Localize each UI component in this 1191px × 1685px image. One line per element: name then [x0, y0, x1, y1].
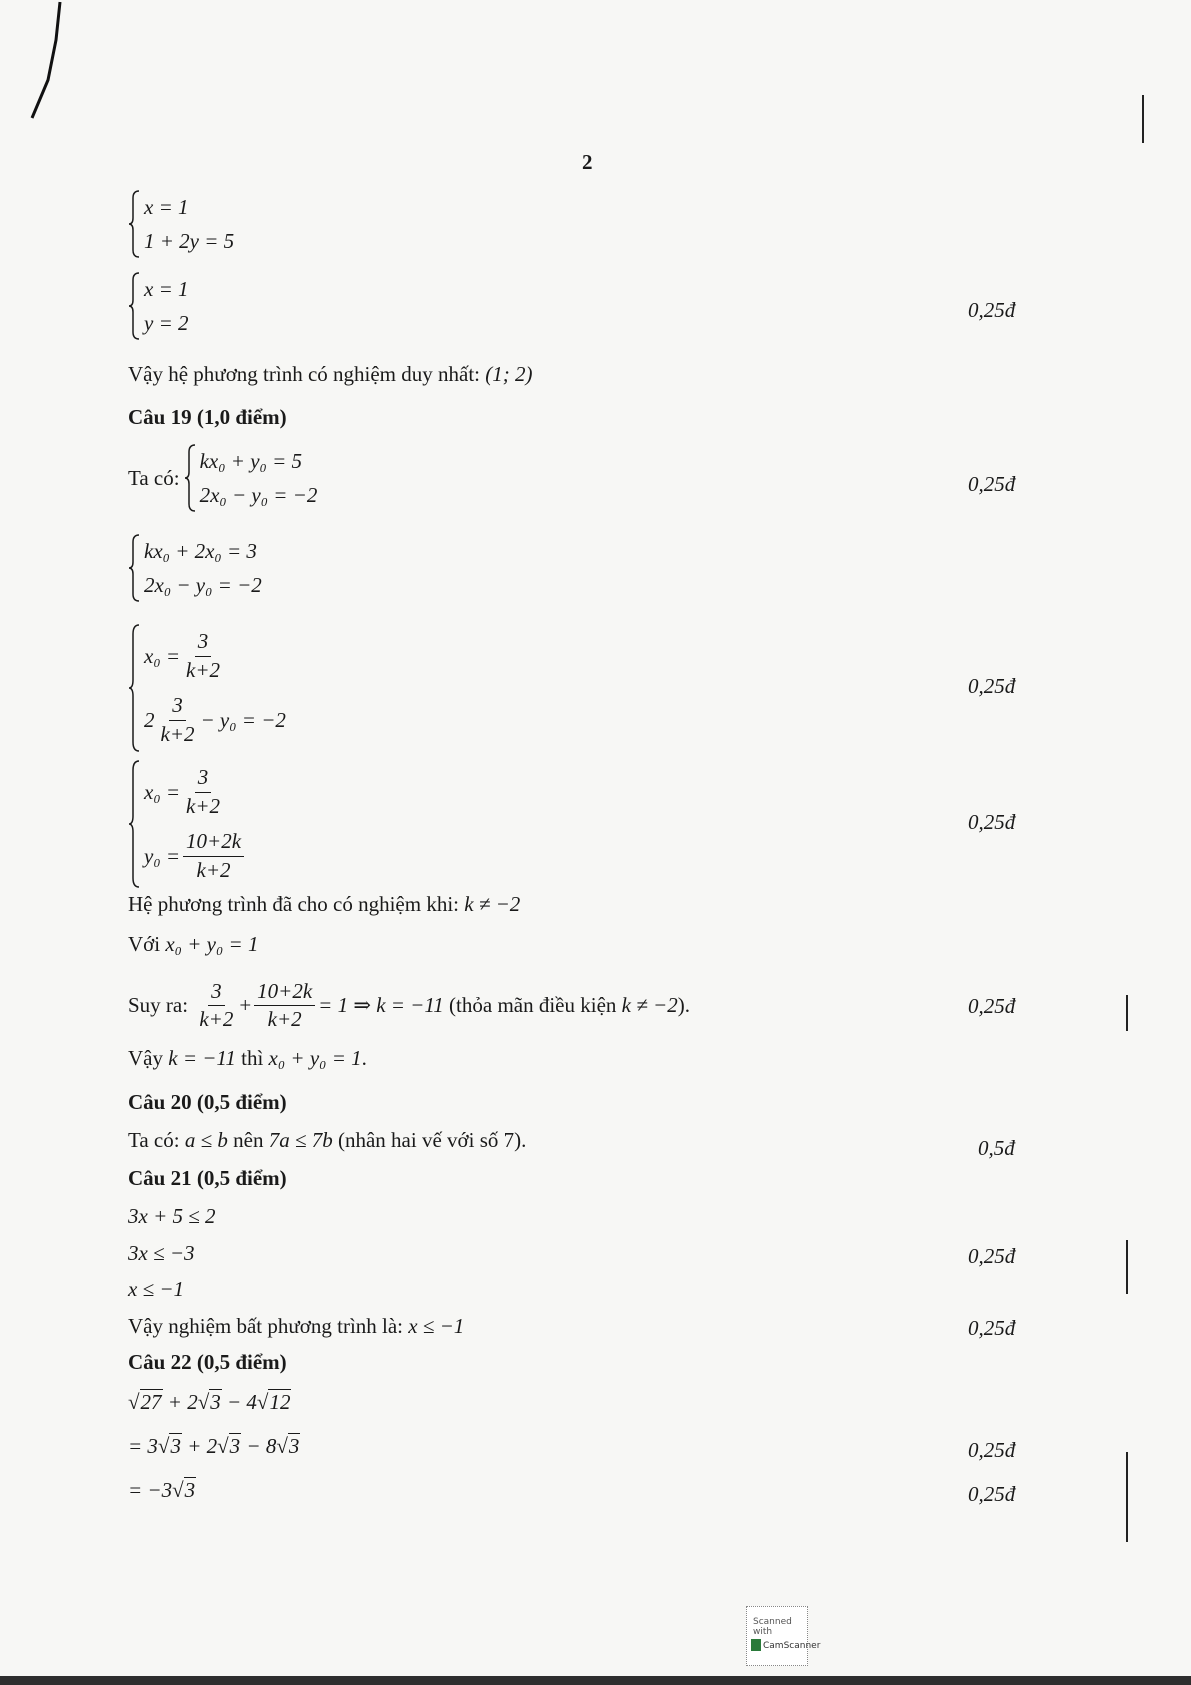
fraction: $\frac{3}{k+2}$	[186, 629, 221, 682]
equation-row: 2 $\frac{3}{k+2}$ − y₀ = −2	[144, 693, 286, 746]
equation-row: kx₀ + y₀ = 5	[199, 448, 302, 473]
scan-edge-line	[1126, 995, 1128, 1031]
equation-row: x₀ = $\frac{3}{k+2}$	[144, 624, 286, 688]
scan-edge-line	[1142, 95, 1144, 143]
q20-line: Ta có: a ≤ b nên 7a ≤ 7b (nhân hai vế với số 7).	[128, 1128, 527, 1152]
ta-co-label: Ta có:	[128, 465, 180, 490]
brace-icon	[184, 444, 196, 512]
with-line: Với x₀ + y₀ = 1	[128, 932, 259, 956]
equation-row: 2x₀ − y₀ = −2	[144, 572, 262, 597]
equation-row: kx₀ + 2x₀ = 3	[144, 538, 257, 563]
score-label: 0,25đ	[968, 472, 1016, 496]
equation-row: x₀ = $\frac{3}{k+2}$	[144, 760, 247, 824]
score-label: 0,5đ	[978, 1136, 1015, 1160]
page-number: 2	[582, 150, 593, 174]
score-label: 0,25đ	[968, 810, 1016, 834]
score-label: 0,25đ	[968, 674, 1016, 698]
score-label: 0,25đ	[968, 1482, 1016, 1506]
system-q19-2	[128, 534, 262, 602]
brace-icon	[128, 760, 140, 888]
inequality-line: x ≤ −1	[128, 1277, 185, 1301]
brace-icon	[128, 190, 140, 258]
question-20-heading: Câu 20 (0,5 điểm)	[128, 1090, 287, 1114]
equation-row: x = 1	[144, 194, 189, 219]
scan-edge-line	[1126, 1240, 1128, 1294]
fraction: $\frac{10+2k}{k+2}$	[254, 980, 315, 1031]
score-label: 0,25đ	[968, 1316, 1016, 1340]
brace-icon	[128, 534, 140, 602]
question-19-heading: Câu 19 (1,0 điểm)	[128, 405, 287, 429]
question-22-heading: Câu 22 (0,5 điểm)	[128, 1350, 287, 1374]
score-label: 0,25đ	[968, 1244, 1016, 1268]
fraction: $\frac{10+2k}{k+2}$	[183, 830, 244, 881]
inequality-line: 3x ≤ −3	[128, 1241, 195, 1265]
equation-row: x = 1	[144, 276, 189, 301]
score-label: 0,25đ	[968, 994, 1016, 1018]
conclusion-21: Vậy nghiệm bất phương trình là: x ≤ −1	[128, 1314, 465, 1338]
equation-row: 1 + 2y = 5	[144, 228, 235, 253]
system-b	[128, 272, 189, 340]
brace-icon	[128, 272, 140, 340]
system-q19-3	[128, 624, 286, 752]
conclusion-18: Vậy hệ phương trình có nghiệm duy nhất: (1; 2)	[128, 362, 533, 386]
camscanner-logo-icon	[751, 1639, 761, 1651]
system-q19-1	[128, 444, 317, 512]
system-a	[128, 190, 234, 258]
question-21-heading: Câu 21 (0,5 điểm)	[128, 1166, 287, 1190]
derive-line: Suy ra: $\frac{3}{k+2}$ + $\frac{10+2k}{k+2}$ = 1 ⇒ k = −11 (thỏa mãn điều kiện k ≠ −2 ).	[128, 979, 690, 1032]
scan-edge-line	[1126, 1452, 1128, 1542]
conclusion-19: Vậy k = −11 thì x₀ + y₀ = 1.	[128, 1046, 367, 1070]
radical-line: = 3√3 + 2√3 − 8√3	[128, 1434, 300, 1458]
fraction: $\frac{3}{k+2}$	[186, 765, 221, 818]
fraction: $\frac{3}{k+2}$	[199, 979, 234, 1032]
camscanner-watermark: Scanned with CamScanner	[746, 1606, 808, 1666]
system-q19-4	[128, 760, 247, 888]
equation-row: 2x₀ − y₀ = −2	[199, 482, 318, 507]
equation-row: y₀ = $\frac{10+2k}{k+2}$	[144, 824, 247, 888]
score-label: 0,25đ	[968, 1438, 1016, 1462]
radical-line: = −3√3	[128, 1478, 196, 1502]
scan-edge-mark	[26, 0, 66, 120]
condition-line: Hệ phương trình đã cho có nghiệm khi: k ≠ −2	[128, 892, 521, 916]
fraction: $\frac{3}{k+2}$	[160, 693, 195, 746]
scan-bottom-edge	[0, 1676, 1191, 1685]
score-label: 0,25đ	[968, 298, 1016, 322]
brace-icon	[128, 624, 140, 752]
equation-row: y = 2	[144, 310, 189, 335]
radical-line: √27 + 2√3 − 4√12	[128, 1390, 291, 1414]
inequality-line: 3x + 5 ≤ 2	[128, 1204, 216, 1228]
